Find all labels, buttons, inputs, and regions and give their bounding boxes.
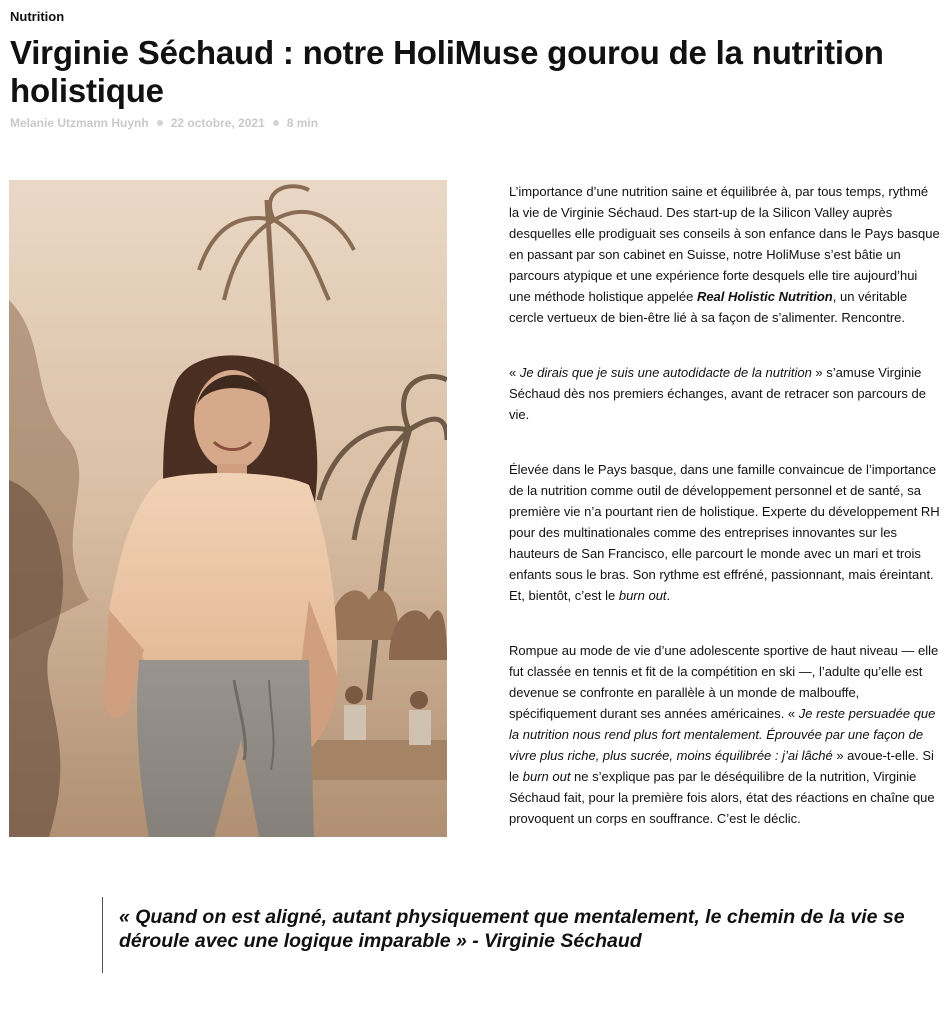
paragraph-text: L’importance d’une nutrition saine et équilibrée à, par tous temps, rythmé la vie de Virginie Séchaud. Des start-up de la Silicon Valley auprès desquelles elle prodiguait ses conseils à son enfance dans le Pays basque en passant par son cabinet en Suisse, notre HoliMuse s’est bâtie un parcours atypique et une expérience forte desquels elle tire aujourd’hui une méthode holistique appelée [509,184,940,304]
woman-portrait-icon [9,180,447,837]
article-body [509,181,941,850]
separator-dot-icon [273,120,279,126]
read-time: 8 min [286,116,319,130]
article-paragraph [509,459,941,606]
article-title: Virginie Séchaud : notre HoliMuse gourou de la nutrition holistique [10,34,884,109]
pull-quote [102,897,942,973]
article-paragraph [509,181,941,328]
inline-quote: Je reste persuadée que la nutrition nous rend plus fort mentalement. Éprouvée par une façon de vivre plus riche, plus sucrée, moins équilibrée : j’ai lâché [509,706,936,763]
article-paragraph [509,362,941,425]
paragraph-text: Rompue au mode de vie d’une adolescente sportive de haut niveau — elle fut classée en tennis et fit de la compétition en ski —, l’adulte qu’elle est devenue se confronte en parallèle à un monde de malbouffe, spécifiquement durant ses années américaines. « [509,643,939,721]
inline-emphasis: burn out [618,588,667,603]
pull-quote-text: « Quand on est aligné, autant physiquement que mentalement, le chemin de la vie se déroule avec une logique imparable » - Virginie Séchaud [119,906,905,952]
inline-emphasis: burn out [522,769,571,784]
inline-quote: Je dirais que je suis une autodidacte de la nutrition [519,365,812,380]
paragraph-text: » s’amuse Virginie Séchaud dès nos premiers échanges, avant de retracer son parcours de vie. [509,365,926,422]
paragraph-text: . [666,588,671,603]
method-name: Real Holistic Nutrition [696,289,833,304]
paragraph-text: , un véritable cercle vertueux de bien-être lié à sa façon de s’alimenter. Rencontre. [509,289,908,325]
article-paragraph [509,640,941,829]
paragraph-text: Élevée dans le Pays basque, dans une famille convaincue de l’importance de la nutrition comme outil de développement personnel et de santé, sa première vie n’a pourtant rien de holistique. Experte du développement RH pour des multinationales comme des entreprises innovantes sur les hauteurs de San Francisco, elle parcourt le monde avec un mari et trois enfants sous le bras. Son rythme est effréné, passionnant, mais éreintant. Et, bientôt, c’est le [509,462,940,603]
author-name[interactable]: Melanie Utzmann Huynh [10,116,149,130]
category-label[interactable]: Nutrition [10,9,65,24]
publish-date: 22 octobre, 2021 [170,116,265,130]
article-photo [9,180,447,837]
paragraph-text: « [509,365,520,380]
paragraph-text: » avoue-t-elle. Si le [509,748,934,784]
article-meta [10,116,318,130]
paragraph-text: ne s’explique pas par le déséquilibre de la nutrition, Virginie Séchaud fait, pour la première fois alors, état des réactions en chaîne que provoquent un corps en souffrance. C’est le déclic. [509,769,935,826]
separator-dot-icon [157,120,163,126]
